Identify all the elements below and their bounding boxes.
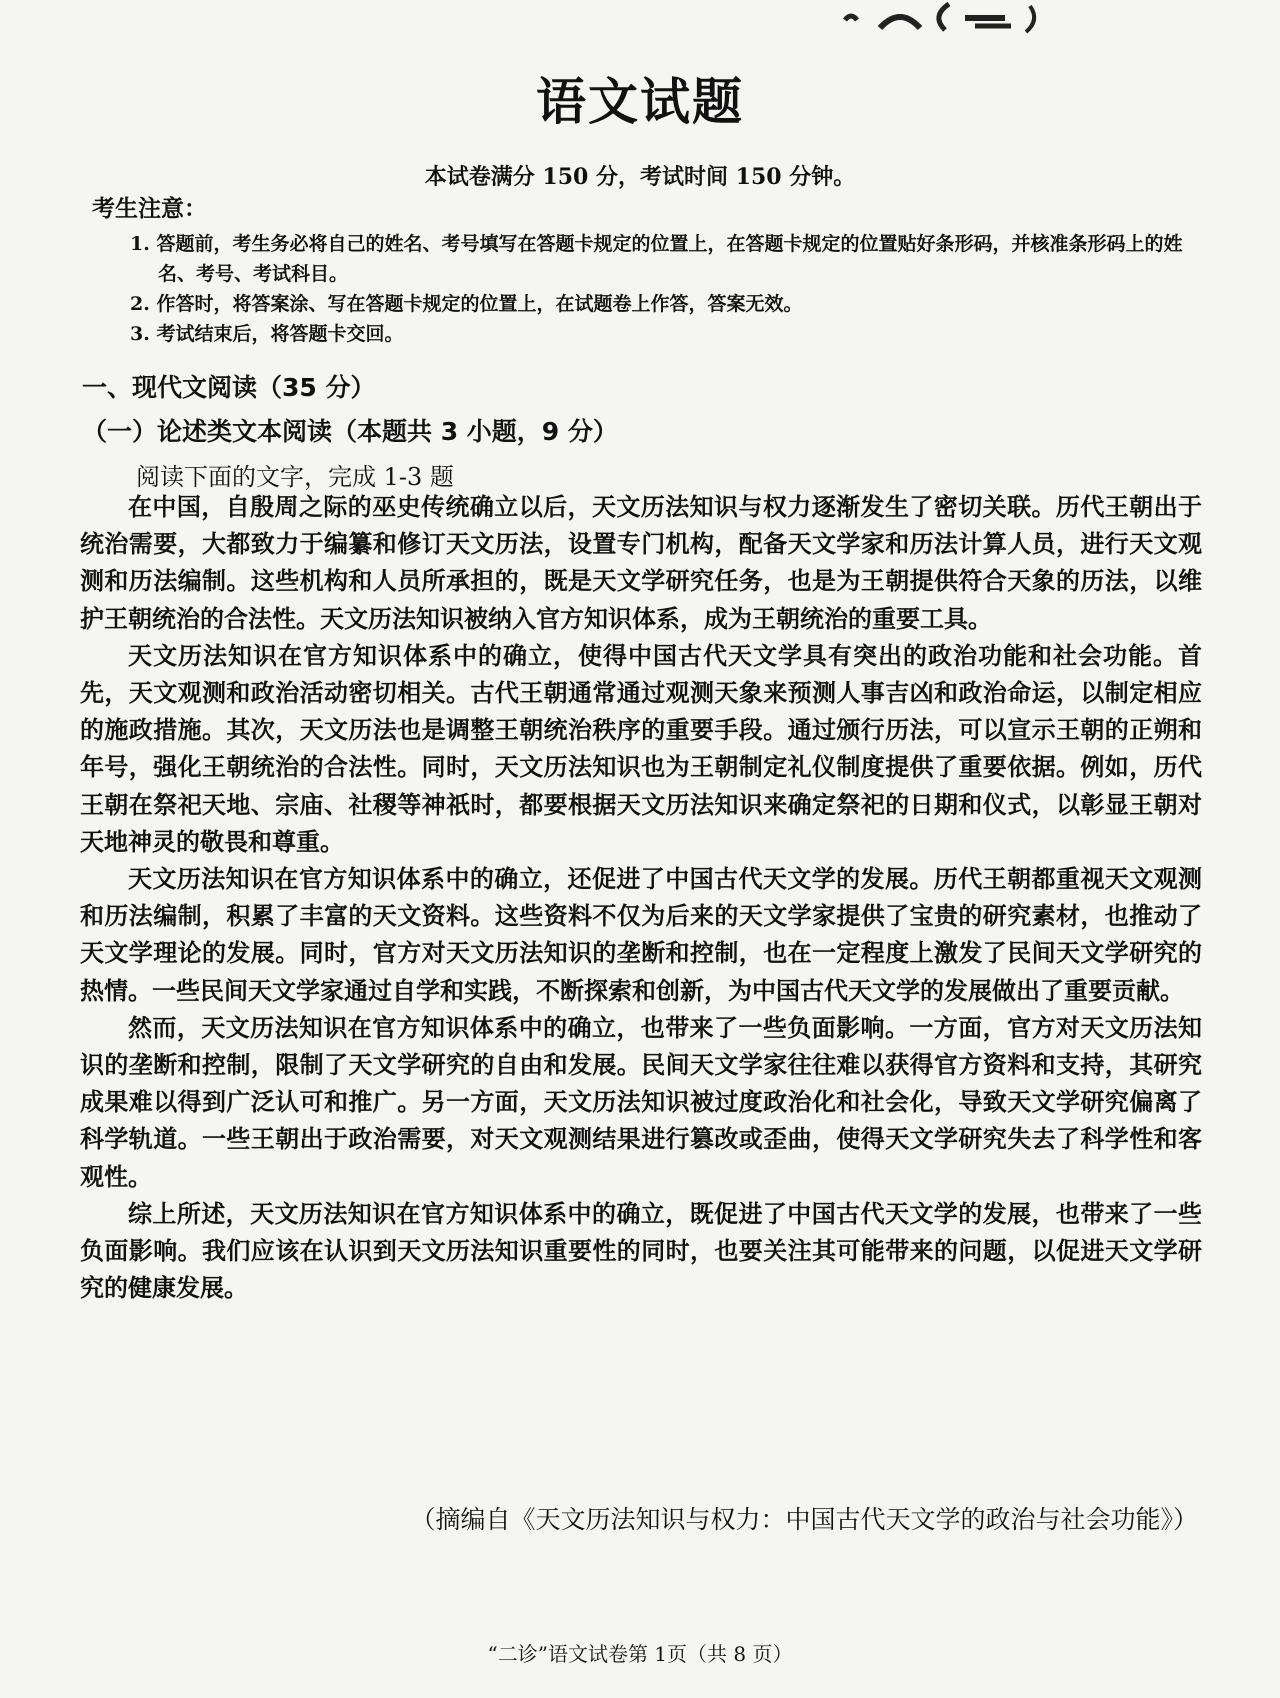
notice-item: 2. 作答时，将答案涂、写在答题卡规定的位置上，在试题卷上作答，答案无效。	[130, 293, 803, 315]
section-subheading: （一）论述类文本阅读（本题共 3 小题，9 分）	[82, 417, 618, 446]
notice-item: 1. 答题前，考生务必将自己的姓名、考号填写在答题卡规定的位置上，在答题卡规定的位置贴好条形码，并核准条形码上的姓名、考号、考试科目。	[130, 233, 1183, 285]
exam-subtitle: 本试卷满分 150 分，考试时间 150 分钟。	[424, 164, 856, 190]
scan-artifact-mark	[825, 0, 1075, 36]
notice-title: 考生注意：	[92, 196, 207, 222]
reading-passage	[80, 488, 1202, 1306]
passage-paragraph: 综上所述，天文历法知识在官方知识体系中的确立，既促进了中国古代天文学的发展，也带来了一些负面影响。我们应该在认识到天文历法知识重要性的同时，也要关注其可能带来的问题，以促进天文学研究的健康发展。	[80, 1198, 1202, 1303]
notice-item: 3. 考试结束后，将答题卡交回。	[130, 323, 404, 345]
candidate-notice	[92, 190, 1202, 349]
passage-paragraph: 在中国，自殷周之际的巫史传统确立以后，天文历法知识与权力逐渐发生了密切关联。历代王朝出于统治需要，大都致力于编纂和修订天文历法，设置专门机构，配备天文学家和历法计算人员，进行天文观测和历法编制。这些机构和人员所承担的，既是天文学研究任务，也是为王朝提供符合天象的历法，以维护王朝统治的合法性。天文历法知识被纳入官方知识体系，成为王朝统治的重要工具。	[80, 492, 1202, 633]
reading-instruction: 阅读下面的文字，完成 1-3 题	[136, 463, 454, 491]
section-heading: 一、现代文阅读（35 分）	[82, 373, 376, 402]
exam-title: 语文试题	[536, 73, 744, 131]
passage-paragraph: 然而，天文历法知识在官方知识体系中的确立，也带来了一些负面影响。一方面，官方对天文历法知识的垄断和控制，限制了天文学研究的自由和发展。民间天文学家往往难以获得官方资料和支持，其研究成果难以得到广泛认可和推广。另一方面，天文历法知识被过度政治化和社会化，导致天文学研究偏离了科学轨道。一些王朝出于政治需要，对天文观测结果进行篡改或歪曲，使得天文学研究失去了科学性和客观性。	[80, 1012, 1202, 1191]
passage-paragraph: 天文历法知识在官方知识体系中的确立，使得中国古代天文学具有突出的政治功能和社会功能。首先，天文观测和政治活动密切相关。古代王朝通常通过观测天象来预测人事吉凶和政治命运，以制定相应的施政措施。其次，天文历法也是调整王朝统治秩序的重要手段。通过颁行历法，可以宣示王朝的正朔和年号，强化王朝统治的合法性。同时，天文历法知识也为王朝制定礼仪制度提供了重要依据。例如，历代王朝在祭祀天地、宗庙、社稷等神祇时，都要根据天文历法知识来确定祭祀的日期和仪式，以彰显王朝对天地神灵的敬畏和尊重。	[80, 640, 1202, 856]
notice-list	[92, 229, 1202, 349]
passage-paragraph: 天文历法知识在官方知识体系中的确立，还促进了中国古代天文学的发展。历代王朝都重视天文观测和历法编制，积累了丰富的天文资料。这些资料不仅为后来的天文学家提供了宝贵的研究素材，也推动了天文学理论的发展。同时，官方对天文历法知识的垄断和控制，也在一定程度上激发了民间天文学研究的热情。一些民间天文学家通过自学和实践，不断探索和创新，为中国古代天文学的发展做出了重要贡献。	[80, 864, 1202, 1005]
passage-source: （摘编自《天文历法知识与权力：中国古代天文学的政治与社会功能》）	[410, 1505, 1198, 1534]
page-footer: “二诊”语文试卷第 1页（共 8 页）	[487, 1642, 793, 1666]
